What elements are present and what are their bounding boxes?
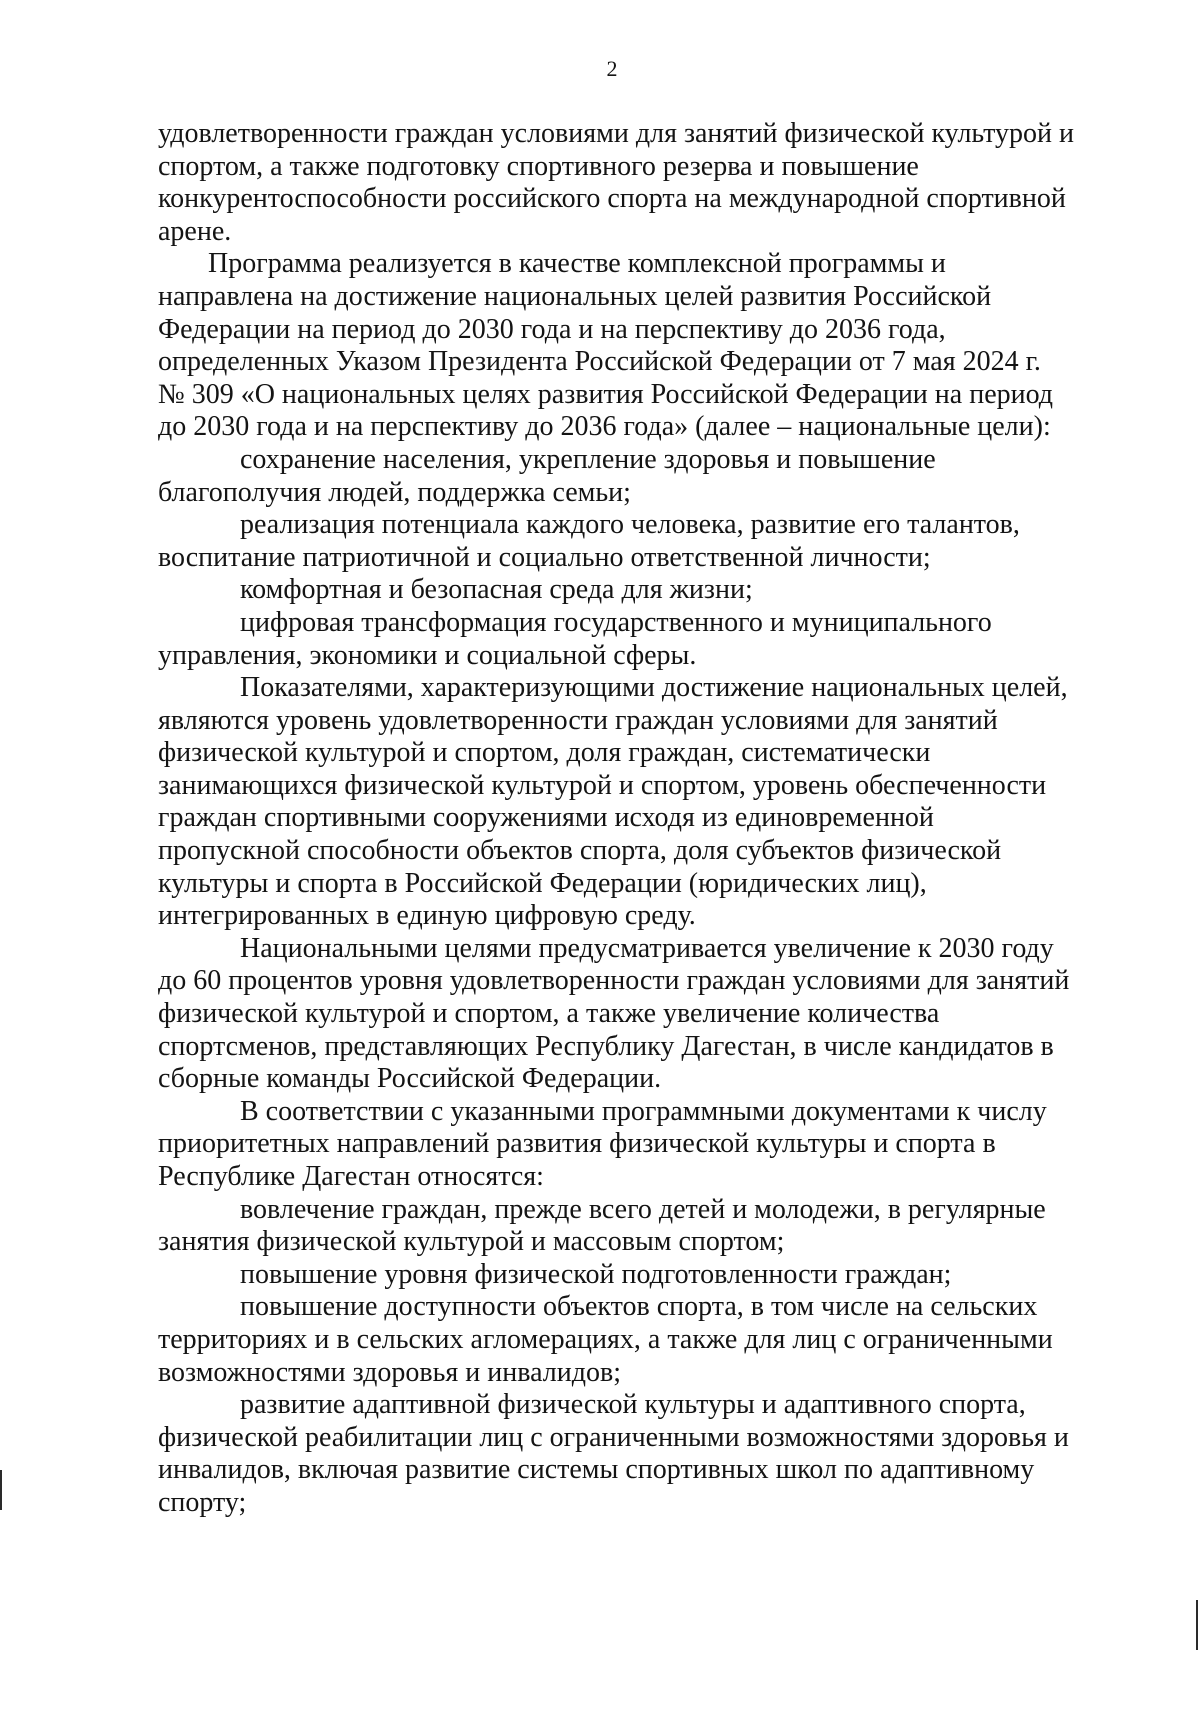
list-item-involvement: вовлечение граждан, прежде всего детей и молодежи, в регулярные занятия физической культурой и массовым спортом; [158,1193,1046,1258]
scan-edge-mark [0,1470,2,1510]
list-item-adaptive-sport: развитие адаптивной физической культуры и адаптивного спорта, физической реабилитации лиц с ограниченными возможностями здоровья и инвалидов, включая развитие системы спортивных школ по адаптивному спорту; [158,1389,1069,1518]
list-item-potential: реализация потенциала каждого человека, развитие его талантов, воспитание патриотичной и социально ответственной личности; [158,509,1020,573]
list-item-environment: комфортная и безопасная среда для жизни; [240,574,753,606]
list-item-fitness: повышение уровня физической подготовленности граждан; [240,1258,952,1290]
list-item-digital: цифровая трансформация государственного и муниципального управления, экономики и социальной сферы. [158,606,992,671]
paragraph-priorities-intro: В соответствии с указанными программными документами к числу приоритетных направлений развития физической культуры и спорта в Республике Дагестан относятся: [158,1095,1047,1192]
list-item-accessibility: повышение доступности объектов спорта, в том числе на сельских территориях и в сельских агломерациях, а также для лиц с ограниченными возможностями здоровья и инвалидов; [158,1291,1053,1388]
paragraph-satisfaction-continuation: удовлетворенности граждан условиями для занятий физической культурой и спортом, а также подготовку спортивного резерва и повышение конкурентоспособности российского спорта на международной спортивной арене. [158,118,1074,247]
scan-edge-mark [1196,1600,1198,1650]
page-number: 2 [606,56,618,81]
list-item-population: сохранение населения, укрепление здоровья и повышение благополучия людей, поддержка семьи; [158,443,936,508]
paragraph-indicators: Показателями, характеризующими достижение национальных целей, являются уровень удовлетворенности граждан условиями для занятий физической культурой и спортом, доля граждан, систематически занимающихся физической культурой и спортом, уровень обеспеченности граждан спортивными сооружениями исходя из единовременной пропускной способности объектов спорта, доля субъектов физической культуры и спорта в Российской Федерации (юридических лиц), интегрированных в единую цифровую среду. [158,672,1068,932]
paragraph-program-goals: Программа реализуется в качестве комплексной программы и направлена на достижение национальных целей развития Российской Федерации на период до 2030 года и на перспективу до 2036 года, определенных Указом Президента Российской Федерации от 7 мая 2024 г. № 309 «О национальных целях развития Российской Федерации на период до 2030 года и на перспективу до 2036 года» (далее – национальные цели): [158,248,1054,443]
paragraph-targets-2030: Национальными целями предусматривается увеличение к 2030 году до 60 процентов уровня удовлетворенности граждан условиями для занятий физической культурой и спортом, а также увеличение количества спортсменов, представляющих Республику Дагестан, в числе кандидатов в сборные команды Российской Федерации. [158,932,1070,1095]
document-body [158,118,1074,1520]
